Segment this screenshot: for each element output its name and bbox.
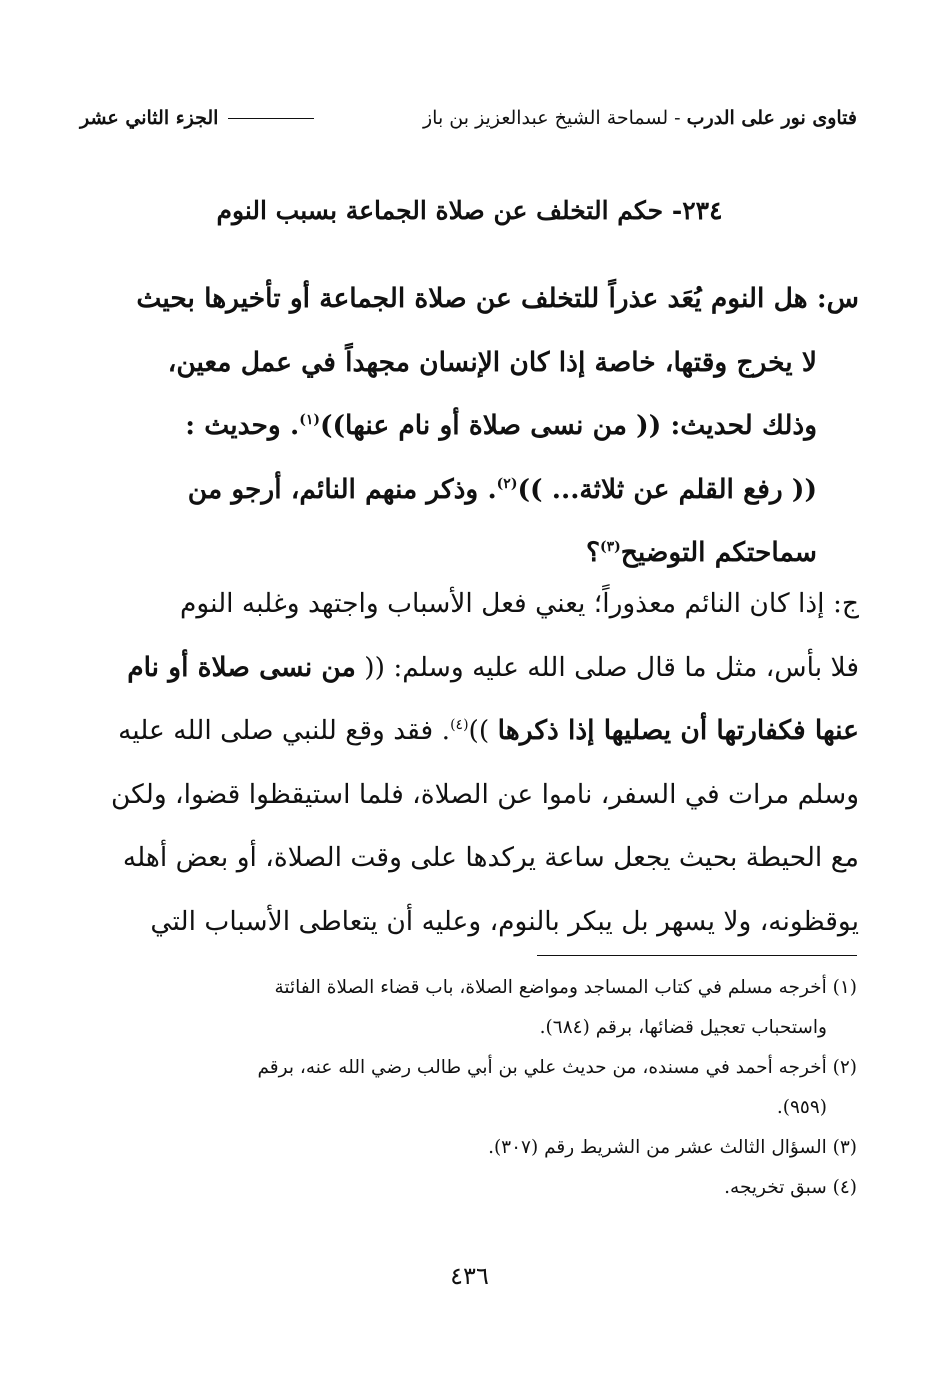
question-text: (( رفع القلم عن ثلاثة... )): [517, 473, 817, 505]
header-rule: [228, 118, 314, 119]
question-text: . وحديث :: [185, 410, 300, 441]
question-block: [80, 267, 859, 585]
question-text: . وذكر منهم النائم، أرجو من: [187, 473, 497, 505]
question-line-1: س: هل النوم يُعَد عذراً للتخلف عن صلاة الجماعة أو تأخيرها بحيث: [136, 283, 859, 314]
footnote-ref: (٣): [600, 539, 621, 556]
footnote-4: (٤) سبق تخريجه.: [724, 1177, 857, 1198]
answer-line-6: يوقظونه، ولا يسهر بل يبكر بالنوم، وعليه أن يتعاطى الأسباب التي: [150, 905, 859, 937]
header-book-author: [423, 107, 857, 129]
header-part-group: [80, 107, 324, 129]
footnote-1: (١) أخرجه مسلم في كتاب المساجد ومواضع الصلاة، باب قضاء الصلاة الفائتة: [274, 977, 857, 998]
answer-text: فلا بأس، مثل ما قال صلى الله عليه وسلم: ((: [364, 651, 859, 683]
footnote-3: (٣) السؤال الثالث عشر من الشريط رقم (٣٠٧).: [488, 1137, 857, 1158]
hadith-text: عنها فكفارتها أن يصليها إذا ذكرها: [497, 715, 859, 746]
answer-line-4: وسلم مرات في السفر، ناموا عن الصلاة، فلما استيقظوا قضوا، ولكن: [110, 778, 859, 810]
question-text: ؟: [585, 537, 601, 568]
question-line-2: لا يخرج وقتها، خاصة إذا كان الإنسان مجهداً في عمل معين،: [167, 346, 817, 378]
footnote-1-cont: واستحباب تعجيل قضائها، برقم (٦٨٤).: [539, 1017, 827, 1038]
header-book-title: فتاوى نور على الدرب: [686, 107, 857, 129]
footnote-ref: (١): [299, 412, 320, 429]
hadith-text: من نسى صلاة أو نام: [127, 651, 356, 683]
page-number: ٤٣٦: [450, 1262, 489, 1290]
footnote-divider: [537, 955, 857, 956]
footnote-ref: (٢): [496, 475, 518, 492]
answer-line-3: [80, 699, 859, 763]
answer-line-5: مع الحيطة بحيث يجعل ساعة يركدها على وقت الصلاة، أو بعض أهله: [122, 842, 859, 873]
answer-block: [80, 572, 859, 953]
header-part: الجزء الثاني عشر: [80, 107, 219, 129]
question-line-4: [80, 458, 859, 522]
fatwa-title: ٢٣٤- حكم التخلف عن صلاة الجماعة بسبب النوم: [216, 196, 723, 225]
question-text: وذلك لحديث: (( من نسى صلاة أو نام عنها)): [319, 410, 817, 441]
answer-line-1: ج: إذا كان النائم معذوراً؛ يعني فعل الأسباب واجتهد وغلبه النوم: [179, 588, 859, 619]
footnote-2: (٢) أخرجه أحمد في مسنده، من حديث علي بن أبي طالب رضي الله عنه، برقم: [257, 1057, 857, 1078]
footnote-ref: (٤): [450, 717, 469, 734]
answer-text: )): [468, 715, 490, 746]
footnotes: [80, 968, 857, 1208]
question-text: سماحتكم التوضيح: [620, 537, 817, 568]
running-header: [80, 100, 857, 136]
question-line-3: [80, 394, 859, 458]
answer-text: . فقد وقع للنبي صلى الله عليه: [118, 715, 451, 746]
footnote-2-cont: (٩٥٩).: [776, 1097, 827, 1118]
header-author: - لسماحة الشيخ عبدالعزيز بن باز: [422, 107, 681, 129]
answer-line-2: [80, 636, 859, 700]
